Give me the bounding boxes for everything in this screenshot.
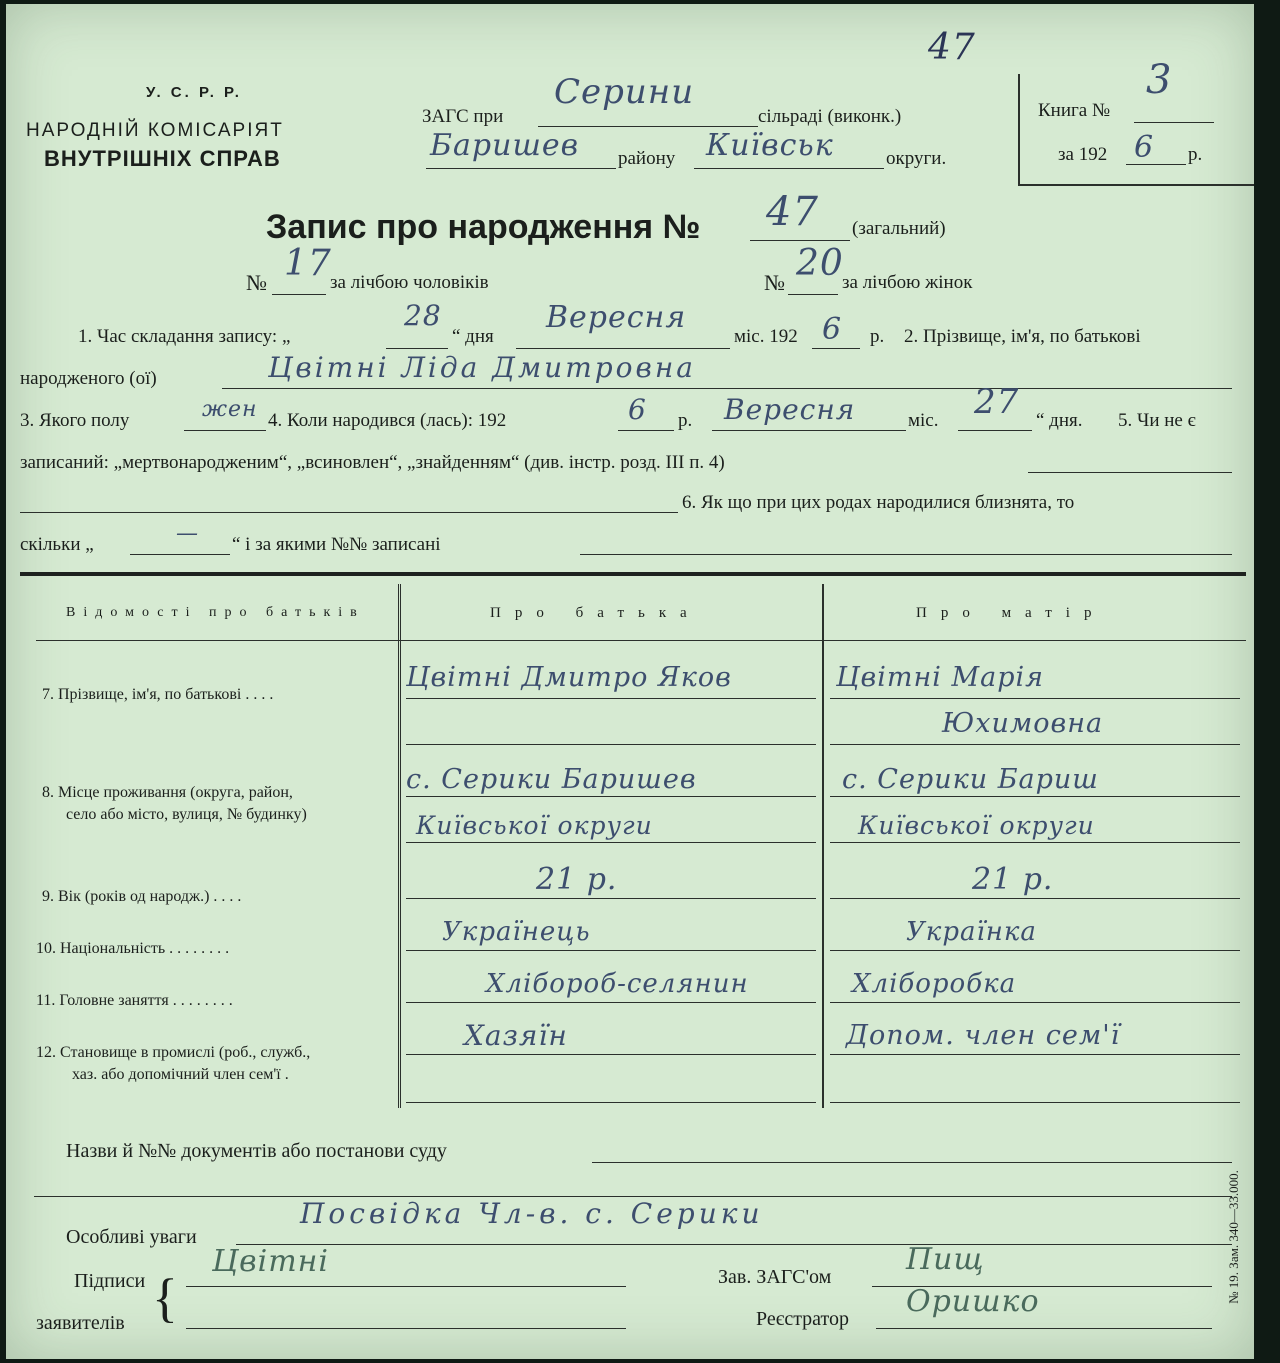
silradi-label: сільраді (виконк.) (758, 106, 902, 127)
father-line-7a (406, 698, 816, 699)
ussr-label: У. С. Р. Р. (146, 84, 242, 101)
father-line-8b (406, 842, 816, 843)
mother-line-12b (830, 1102, 1240, 1103)
mother-nationality: Українка (906, 917, 1037, 947)
field1-month-line (516, 348, 730, 349)
mother-line-7b (830, 744, 1240, 745)
table-divider-2 (822, 584, 824, 1108)
field1-dnia: “ дня (452, 326, 494, 347)
col-header-father: Про батька (490, 605, 701, 621)
record-title: Запис про народження № (266, 208, 701, 246)
field5-label: 5. Чи не є (1118, 410, 1196, 431)
registrar-signature: Оришко (906, 1284, 1040, 1319)
field1-label: 1. Час складання запису: „ (78, 326, 291, 347)
women-prefix: № (764, 270, 785, 295)
father-line-9 (406, 898, 816, 899)
father-residence-2: Київської округи (416, 811, 653, 840)
row12-label: 12. Становище в промислі (роб., служб., (36, 1044, 311, 1061)
book-label: Книга № (1038, 100, 1111, 121)
row10-label: 10. Національність . . . . . . . . (36, 940, 230, 957)
registrar-line (876, 1328, 1212, 1329)
mother-age: 21 р. (972, 862, 1054, 897)
field4-label: 4. Коли народився (лась): 192 (268, 410, 507, 431)
mother-status: Допом. член сем'ї (846, 1020, 1121, 1051)
mother-line-10 (830, 950, 1240, 951)
head-label: Зав. ЗАГС'ом (718, 1266, 832, 1288)
field2-line (222, 388, 1232, 389)
father-residence: с. Серики Баришев (406, 764, 697, 795)
corner-number: 47 (928, 27, 976, 68)
col-header-parents: Відомості про батьків (66, 605, 365, 620)
row9-label: 9. Вік (років од народж.) . . . . (42, 888, 242, 905)
signature-line-2 (186, 1328, 626, 1329)
documents-label: Назви й №№ документів або постанови суду (66, 1140, 447, 1162)
mother-name-2: Юхимовна (942, 708, 1104, 739)
applicants-label: заявителів (36, 1312, 125, 1334)
table-divider-1 (398, 584, 401, 1108)
field2-label: 2. Прізвище, ім'я, по батькові (904, 326, 1141, 347)
field6-dash: — (176, 521, 199, 546)
mother-line-7a (830, 698, 1240, 699)
father-line-7b (406, 744, 816, 745)
father-line-12b (406, 1102, 816, 1103)
mother-residence: с. Серики Бариш (842, 764, 1099, 795)
year-suffix: р. (1188, 144, 1203, 165)
father-line-8a (406, 796, 816, 797)
general-label: (загальний) (852, 218, 946, 239)
book-box-left (1018, 74, 1020, 184)
field5-cont: записаний: „мертвонародженим“, „всиновлен“, „знайденням“ (див. інстр. розд. III п. 4) (20, 452, 725, 473)
mother-line-8b (830, 842, 1240, 843)
field3-line (184, 430, 266, 431)
book-number-line (1134, 122, 1214, 123)
father-nationality: Українець (442, 917, 591, 947)
head-signature: Пищ (906, 1242, 985, 1277)
row8-label: 8. Місце проживання (округа, район, (42, 784, 293, 801)
commissariat-line2: ВНУТРІШНІХ СПРАВ (44, 146, 281, 171)
field1-mis: міс. 192 (734, 326, 798, 347)
father-occupation: Хлібороб-селянин (486, 969, 749, 999)
field4-dnia: “ дня. (1036, 410, 1083, 431)
signature-line-1 (186, 1286, 626, 1287)
signatures-label: Підписи (74, 1270, 146, 1292)
mother-residence-2: Київської округи (858, 811, 1095, 840)
village-line (538, 126, 758, 127)
field4-month-line (712, 430, 906, 431)
field6-line (580, 554, 1232, 555)
row8-label2: село або місто, вулиця, № будинку) (66, 806, 307, 823)
mother-line-8a (830, 796, 1240, 797)
notes-line (236, 1244, 1232, 1245)
field2-cont: народженого (ої) (20, 368, 157, 389)
notes-value: Посвідка Чл-в. с. Серики (300, 1197, 764, 1230)
field4-day-line (958, 430, 1032, 431)
father-line-11 (406, 1002, 816, 1003)
women-label: за лічбою жінок (842, 272, 973, 293)
zags-pri-label: ЗАГС при (422, 106, 504, 127)
field4-mis: міс. (908, 410, 939, 431)
field3-label: 3. Якого полу (20, 410, 130, 431)
book-box-bottom (1018, 184, 1254, 186)
father-line-10 (406, 950, 816, 951)
documents-line (592, 1162, 1232, 1163)
year-prefix: за 192 (1058, 144, 1108, 165)
record-number-line (750, 240, 850, 241)
village-handwritten: Серини (554, 72, 695, 112)
notes-label: Особливі уваги (66, 1226, 197, 1248)
field5-line2 (20, 512, 678, 513)
mother-occupation: Хліборобка (852, 969, 1017, 999)
book-number: 3 (1146, 57, 1173, 103)
mother-line-12a (830, 1054, 1240, 1055)
child-name: Цвітні Ліда Дмитровна (268, 351, 696, 384)
men-number-line (272, 294, 326, 295)
father-name: Цвітні Дмитро Яков (406, 662, 732, 693)
row11-label: 11. Головне заняття . . . . . . . . (36, 992, 233, 1009)
birth-record-form (6, 4, 1254, 1359)
table-top-rule (20, 572, 1246, 576)
field6-cont-b: “ і за якими №№ записані (232, 534, 441, 555)
mother-name: Цвітні Марія (836, 662, 1045, 693)
commissariat-line1: НАРОДНІЙ КОМІСАРІЯТ (26, 120, 284, 141)
father-age: 21 р. (536, 862, 618, 897)
table-header-rule (36, 640, 1246, 641)
signatures-brace: { (152, 1268, 178, 1328)
field1-month: Вересня (546, 300, 687, 335)
field5-line (1028, 472, 1232, 473)
men-number: 17 (284, 243, 332, 284)
field4-day: 27 (974, 382, 1020, 422)
field3-sex: жен (202, 397, 258, 422)
row12-label2: хаз. або допомічний член сем'ї . (72, 1066, 289, 1083)
year-line (1126, 164, 1186, 165)
mother-line-11 (830, 1002, 1240, 1003)
field1-day: 28 (404, 299, 442, 332)
raionu-label: району (618, 148, 676, 169)
field4-r: р. (678, 410, 693, 431)
okrug-handwritten: Київськ (706, 128, 834, 163)
field4-year-digit: 6 (628, 393, 647, 426)
field6-cont-a: скільки „ (20, 534, 94, 555)
field1-day-line (386, 348, 448, 349)
year-digit: 6 (1134, 130, 1155, 165)
women-number: 20 (796, 243, 844, 284)
okrug-line (694, 168, 884, 169)
row7-label: 7. Прізвище, ім'я, по батькові . . . . (42, 686, 274, 703)
men-label: за лічбою чоловіків (330, 272, 489, 293)
father-status: Хазяїн (464, 1019, 568, 1052)
applicant-signature: Цвітні (212, 1244, 330, 1279)
women-number-line (788, 294, 838, 295)
mother-line-9 (830, 898, 1240, 899)
field4-year-line (618, 430, 674, 431)
field4-month: Вересня (724, 393, 856, 426)
record-number: 47 (766, 189, 819, 235)
registrar-label: Реєстратор (756, 1308, 850, 1330)
field1-year-digit: 6 (822, 312, 843, 347)
side-print: № 19. Зам. 340—33.000. (1226, 1170, 1241, 1304)
field1-year-line (812, 348, 860, 349)
men-prefix: № (246, 270, 267, 295)
field1-r: р. (870, 326, 885, 347)
district-line (426, 168, 616, 169)
field6-count-line (130, 554, 230, 555)
okruhy-label: округи. (886, 148, 947, 169)
col-header-mother: Про матір (916, 605, 1106, 621)
father-line-12a (406, 1054, 816, 1055)
field6-label: 6. Як що при цих родах народилися близнята, то (682, 492, 1075, 513)
district-handwritten: Баришев (430, 128, 580, 163)
